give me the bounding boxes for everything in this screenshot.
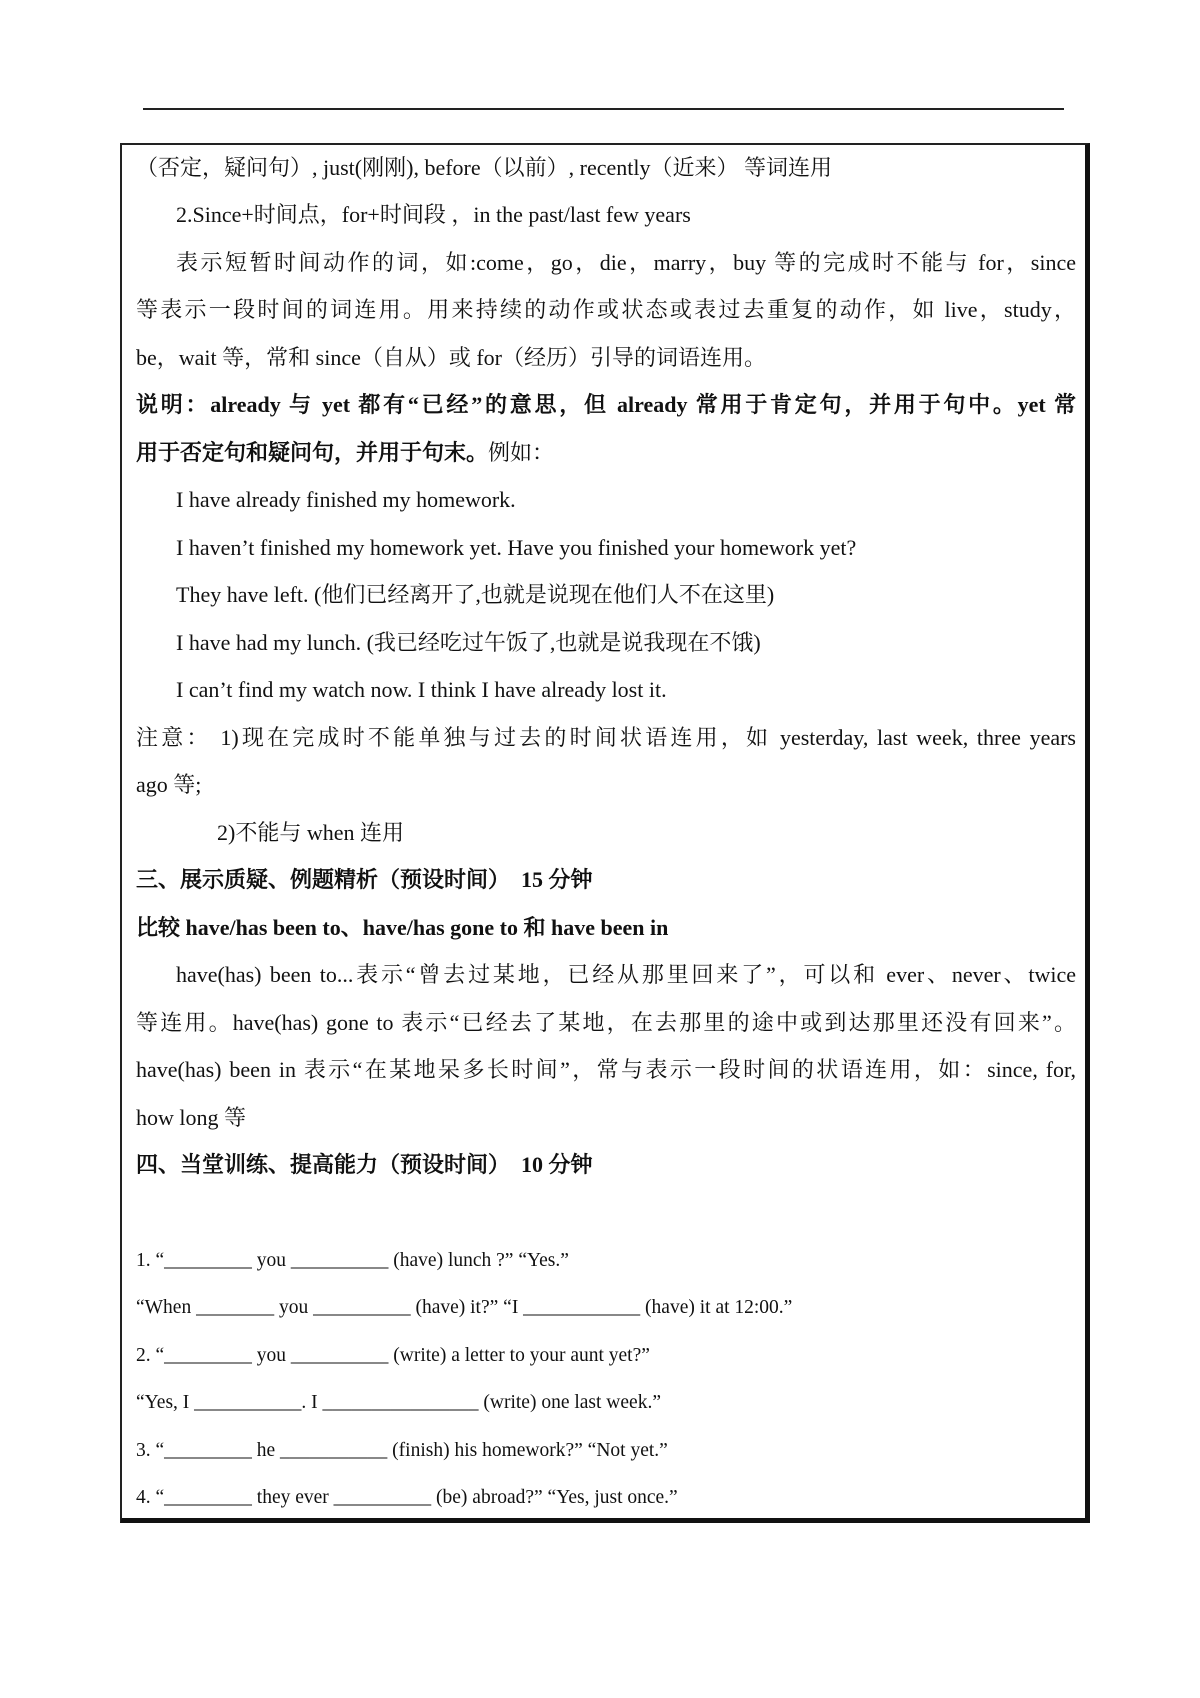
text-line-attention: 注意： 1)现在完成时不能单独与过去的时间状语连用，如 yesterday, last week, three years bbox=[136, 725, 1076, 750]
exercise-item: “When ________ you __________ (have) it?” “I ____________ (have) it at 12:00.” bbox=[136, 1297, 793, 1318]
text-line-attention-2: 2)不能与 when 连用 bbox=[217, 820, 404, 845]
text-line-been-in: have(has) been in 表示“在某地呆多长时间”，常与表示一段时间的状语连用，如：since, for, bbox=[136, 1057, 1076, 1082]
note-yet-bold: 用于否定句和疑问句，并用于句末。 bbox=[136, 440, 489, 465]
text-line-since-usage: be，wait 等，常和 since（自从）或 for（经历）引导的词语连用。 bbox=[136, 345, 766, 370]
header-rule bbox=[143, 108, 1064, 110]
exercise-item: 3. “_________ he ___________ (finish) his homework?” “Not yet.” bbox=[136, 1440, 668, 1461]
example-sentence: I have had my lunch. (我已经吃过午饭了,也就是说我现在不饿) bbox=[176, 630, 761, 655]
comparison-heading: 比较 have/has been to、have/has gone to 和 have been in bbox=[136, 915, 669, 940]
section-heading-4: 四、当堂训练、提高能力（预设时间） 10 分钟 bbox=[136, 1152, 593, 1177]
text-line-short-verbs: 表示短暂时间动作的词，如:come，go，die，marry，buy 等的完成时不能与 for，since bbox=[176, 250, 1076, 275]
text-line-since-for: 2.Since+时间点，for+时间段 ，in the past/last few years bbox=[176, 202, 691, 227]
text-line-how-long: how long 等 bbox=[136, 1105, 247, 1130]
example-sentence: They have left. (他们已经离开了,也就是说现在他们人不在这里) bbox=[176, 582, 775, 607]
example-sentence: I can’t find my watch now. I think I have already lost it. bbox=[176, 677, 667, 702]
text-line-continuous: 等表示一段时间的词连用。用来持续的动作或状态或表过去重复的动作，如 live，study， bbox=[136, 297, 1076, 322]
example-sentence: I haven’t finished my homework yet. Have you finished your homework yet? bbox=[176, 535, 857, 560]
text-line-gone-to: 等连用。have(has) gone to 表示“已经去了某地，在去那里的途中或到达那里还没有回来”。 bbox=[136, 1010, 1076, 1035]
exercise-item: 4. “_________ they ever __________ (be) abroad?” “Yes, just once.” bbox=[136, 1487, 678, 1508]
note-yet-tail: 例如： bbox=[488, 440, 555, 465]
exercise-item: “Yes, I ___________. I ________________ (write) one last week.” bbox=[136, 1392, 661, 1413]
section-heading-3: 三、展示质疑、例题精析（预设时间） 15 分钟 bbox=[136, 867, 593, 892]
text-line-note-already: 说明：already 与 yet 都有“已经”的意思，但 already 常用于肯定句，并用于句中。yet 常 bbox=[136, 392, 1076, 417]
text-line-note-yet bbox=[136, 438, 1076, 468]
exercise-item: 1. “_________ you __________ (have) lunch ?” “Yes.” bbox=[136, 1250, 569, 1271]
exercise-item: 2. “_________ you __________ (write) a letter to your aunt yet?” bbox=[136, 1345, 650, 1366]
text-line-been-to: have(has) been to...表示“曾去过某地，已经从那里回来了”，可以和 ever、never、twice bbox=[176, 962, 1076, 987]
text-line-adverbs: （否定，疑问句）, just(刚刚), before（以前）, recently（近来） 等词连用 bbox=[136, 155, 832, 180]
text-line-attention-cont: ago 等; bbox=[136, 772, 202, 797]
example-sentence: I have already finished my homework. bbox=[176, 487, 516, 512]
